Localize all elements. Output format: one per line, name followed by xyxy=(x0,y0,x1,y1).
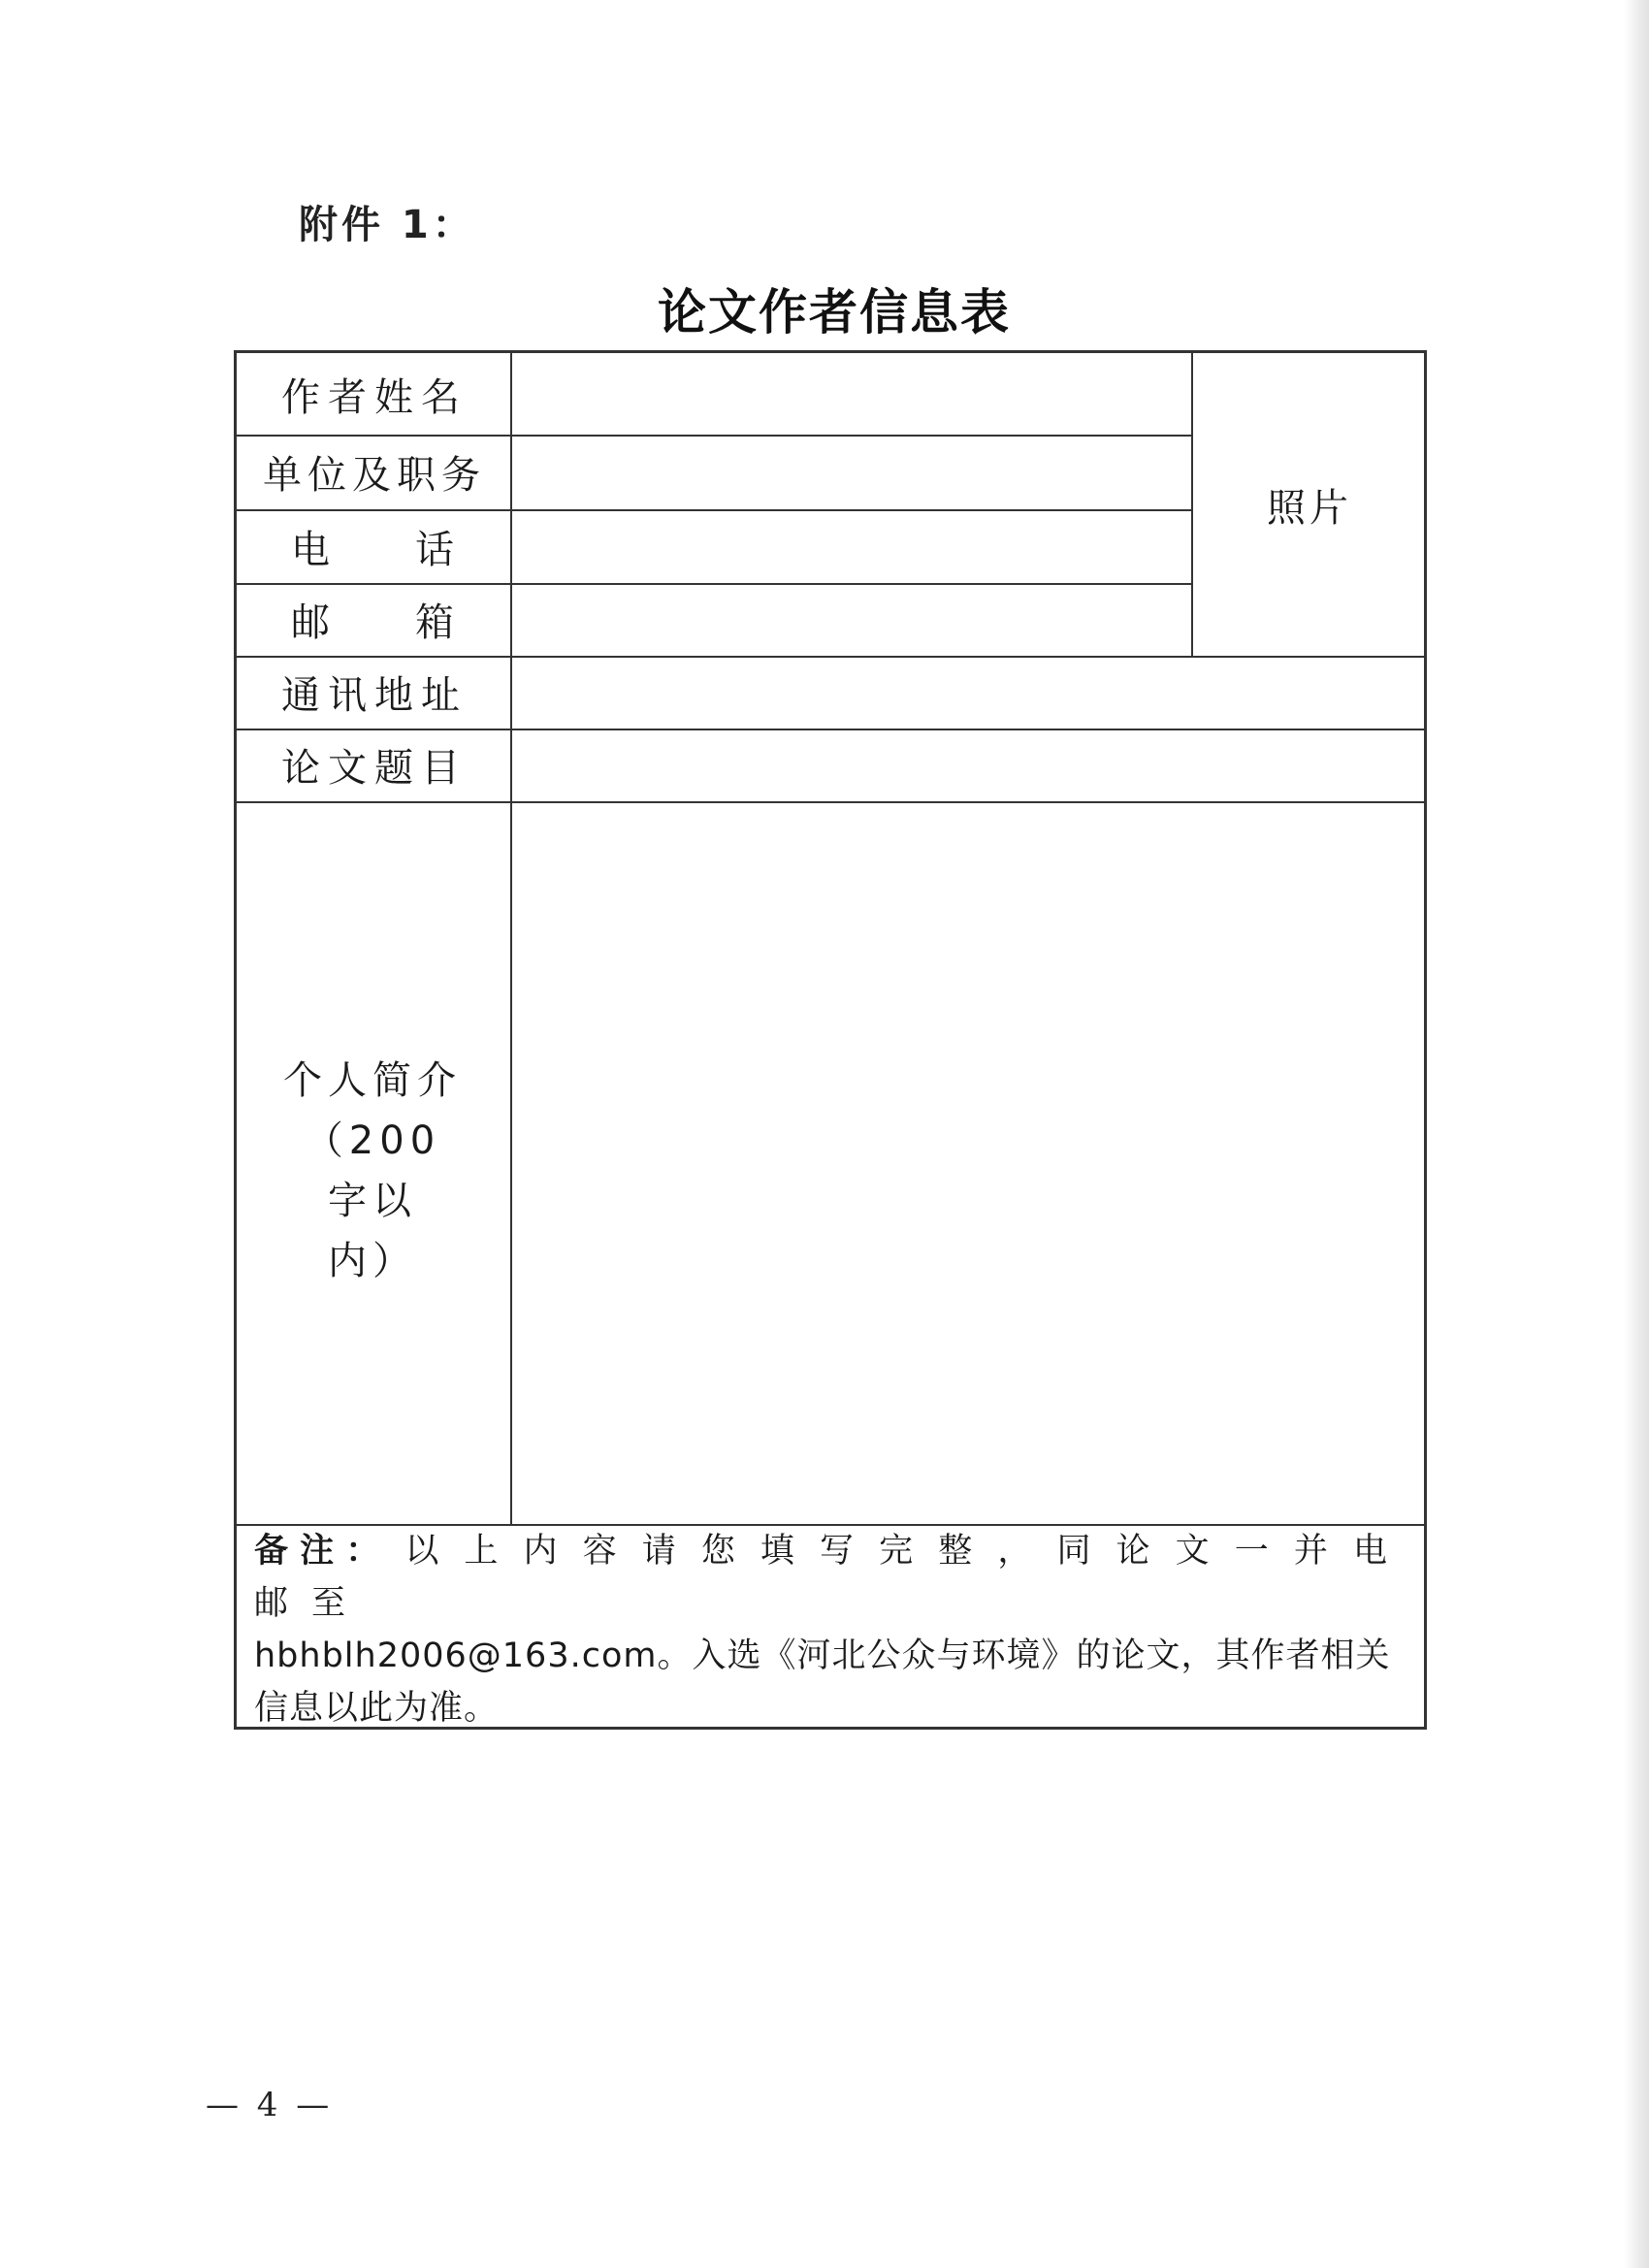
phone-label-char-2: 话 xyxy=(415,527,454,572)
page-number: — 4 — xyxy=(206,2086,334,2124)
note-text-1: 以上内容请您填写完整，同论文一并电邮至 xyxy=(254,1532,1410,1623)
note-line-3: 信息以此为准。 xyxy=(254,1689,500,1728)
note-line-1 xyxy=(254,1525,1410,1630)
bio-label xyxy=(237,802,508,1539)
bio-field[interactable] xyxy=(512,803,1424,1524)
email-label-char-1: 邮 xyxy=(291,600,330,645)
note-cell xyxy=(254,1525,1410,1734)
email-label-char-2: 箱 xyxy=(415,600,454,645)
address-label: 通讯地址 xyxy=(281,673,468,718)
attachment-label: 附件 1： xyxy=(299,203,475,247)
bio-label-line-3: 内） xyxy=(328,1239,417,1283)
paper-title-label: 论文题目 xyxy=(281,746,468,791)
form-title: 论文作者信息表 xyxy=(658,284,1011,340)
bio-label-line-1: 个人简介 xyxy=(283,1058,462,1103)
email-label xyxy=(237,583,512,656)
note-head: 备注： xyxy=(254,1532,392,1571)
address-field[interactable] xyxy=(512,658,1424,729)
phone-label-char-1: 电 xyxy=(291,527,330,572)
phone-field[interactable] xyxy=(512,511,1191,583)
photo-cell[interactable]: 照片 xyxy=(1267,485,1352,531)
unit-position-field[interactable] xyxy=(512,437,1191,509)
paper-title-field[interactable] xyxy=(512,730,1424,801)
bio-label-line-2: （200 字以 xyxy=(304,1118,441,1223)
phone-label xyxy=(237,509,512,583)
author-name-field[interactable] xyxy=(512,353,1191,435)
note-line-2: hbhblh2006@163.com。入选《河北公众与环境》的论文，其作者相关 xyxy=(254,1636,1391,1675)
author-info-table xyxy=(234,350,1427,1730)
author-name-label: 作者姓名 xyxy=(281,374,468,420)
unit-position-label: 单位及职务 xyxy=(263,453,486,498)
email-field[interactable] xyxy=(512,585,1191,656)
